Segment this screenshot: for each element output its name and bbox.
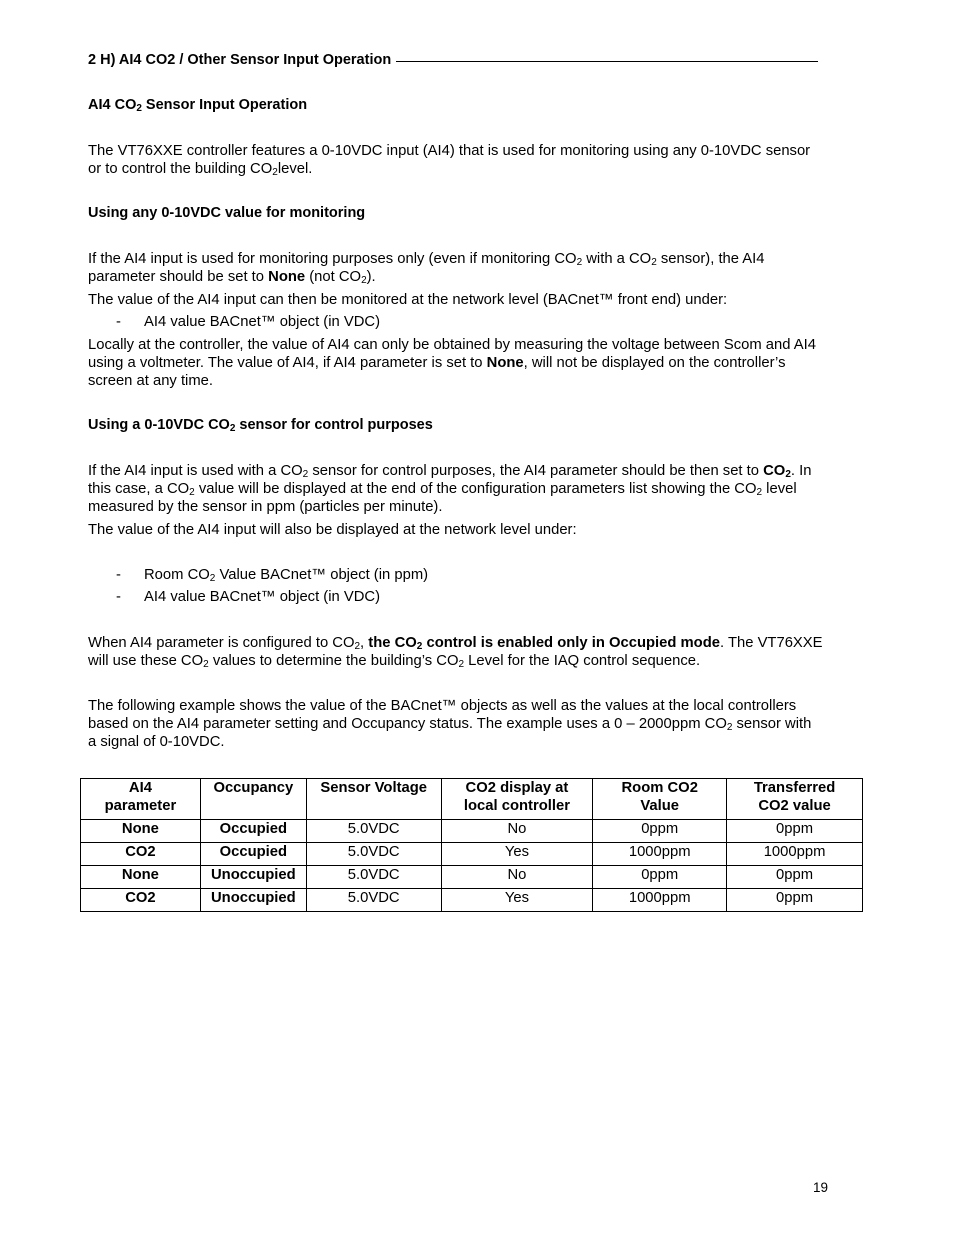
cell-room-co2: 1000ppm — [593, 889, 727, 912]
cell-sensor-voltage: 5.0VDC — [306, 889, 441, 912]
table-row — [81, 866, 863, 889]
paragraph-occupied-mode: When AI4 parameter is configured to $CO_2$, the $CO_2$ control is enabled only in Occupied mode. The VT76XXE will use these $CO_2$ values to determine the building’s $CO_2$ Level for the IAQ control sequence. — [88, 635, 823, 670]
table-header-row — [81, 779, 863, 820]
cell-transferred-co2: 0ppm — [727, 866, 863, 889]
header-co2-display: CO2 display at local controller — [441, 779, 593, 820]
page-number: 19 — [813, 1180, 829, 1195]
cell-ai4-parameter: CO2 — [81, 889, 201, 912]
header-transferred-co2-value: Transferred CO2 value — [727, 779, 863, 820]
cell-transferred-co2: 0ppm — [727, 820, 863, 843]
cell-co2-display: Yes — [441, 843, 593, 866]
paragraph-network-monitor: The value of the AI4 input can then be monitored at the network level (BACnet™ front end) under: — [88, 292, 728, 308]
paragraph-control: If the AI4 input is used with a $CO_2$ sensor for control purposes, the AI4 parameter should be then set to $CO_2$. In this case, a $CO_2$ value will be displayed at the end of the configuration parameters list showing the $CO_2$ level measured by the sensor in ppm (particles per minute). — [88, 463, 812, 515]
heading-monitoring: Using any 0-10VDC value for monitoring — [88, 205, 366, 221]
cell-transferred-co2: 0ppm — [727, 889, 863, 912]
header-ai4-parameter: AI4 parameter — [81, 779, 201, 820]
paragraph-local-voltmeter: Locally at the controller, the value of AI4 can only be obtained by measuring the voltage between Scom and AI4 using a voltmeter. The value of AI4, if AI4 parameter is set to None, will not be displayed on the controller’s screen at any time. — [88, 337, 816, 389]
section-heading-text: 2 H) AI4 CO2 / Other Sensor Input Operation — [88, 52, 392, 68]
heading-ai4-co2-sensor-input-operation: AI4 $CO_2$ Sensor Input Operation — [88, 97, 308, 114]
section-heading — [88, 52, 818, 68]
cell-occupancy: Unoccupied — [200, 889, 306, 912]
header-room-co2-value: Room CO2 Value — [593, 779, 727, 820]
cell-occupancy: Unoccupied — [200, 866, 306, 889]
bullet-room-co2-value: - Room $CO_2$ Value BACnet™ object (in ppm) — [116, 567, 429, 584]
cell-sensor-voltage: 5.0VDC — [306, 866, 441, 889]
cell-ai4-parameter: None — [81, 820, 201, 843]
cell-occupancy: Occupied — [200, 820, 306, 843]
bullet-ai4-value: - AI4 value BACnet™ object (in VDC) — [116, 314, 381, 330]
table-row — [81, 889, 863, 912]
paragraph-example: The following example shows the value of the BACnet™ objects as well as the values at the local controllers based on the AI4 parameter setting and Occupancy status. The example uses a 0 – 2000ppm $CO_2$ sensor with a signal of 0-10VDC. — [88, 698, 812, 750]
paragraph-monitoring: If the AI4 input is used for monitoring purposes only (even if monitoring $CO_2$ with a $CO_2$ sensor), the AI4 parameter should be set to None (not $CO_2$). — [88, 251, 765, 286]
co2-example-table — [80, 778, 863, 912]
paragraph-network-display: The value of the AI4 input will also be displayed at the network level under: — [88, 522, 577, 538]
table-row — [81, 843, 863, 866]
heading-control-purposes: Using a 0-10VDC $CO_2$ sensor for control purposes — [88, 417, 433, 434]
cell-co2-display: No — [441, 866, 593, 889]
cell-co2-display: No — [441, 820, 593, 843]
cell-room-co2: 0ppm — [593, 820, 727, 843]
cell-occupancy: Occupied — [200, 843, 306, 866]
table-row — [81, 820, 863, 843]
cell-ai4-parameter: CO2 — [81, 843, 201, 866]
section-heading-rule — [396, 61, 818, 62]
paragraph-intro: The VT76XXE controller features a 0-10VDC input (AI4) that is used for monitoring using any 0-10VDC sensor or to control the building $CO_2level$. — [88, 143, 811, 178]
cell-room-co2: 0ppm — [593, 866, 727, 889]
bullet-ai4-value-2: - AI4 value BACnet™ object (in VDC) — [116, 589, 381, 605]
cell-sensor-voltage: 5.0VDC — [306, 843, 441, 866]
header-sensor-voltage: Sensor Voltage — [306, 779, 441, 820]
header-occupancy: Occupancy — [200, 779, 306, 820]
cell-co2-display: Yes — [441, 889, 593, 912]
cell-room-co2: 1000ppm — [593, 843, 727, 866]
cell-transferred-co2: 1000ppm — [727, 843, 863, 866]
cell-sensor-voltage: 5.0VDC — [306, 820, 441, 843]
cell-ai4-parameter: None — [81, 866, 201, 889]
